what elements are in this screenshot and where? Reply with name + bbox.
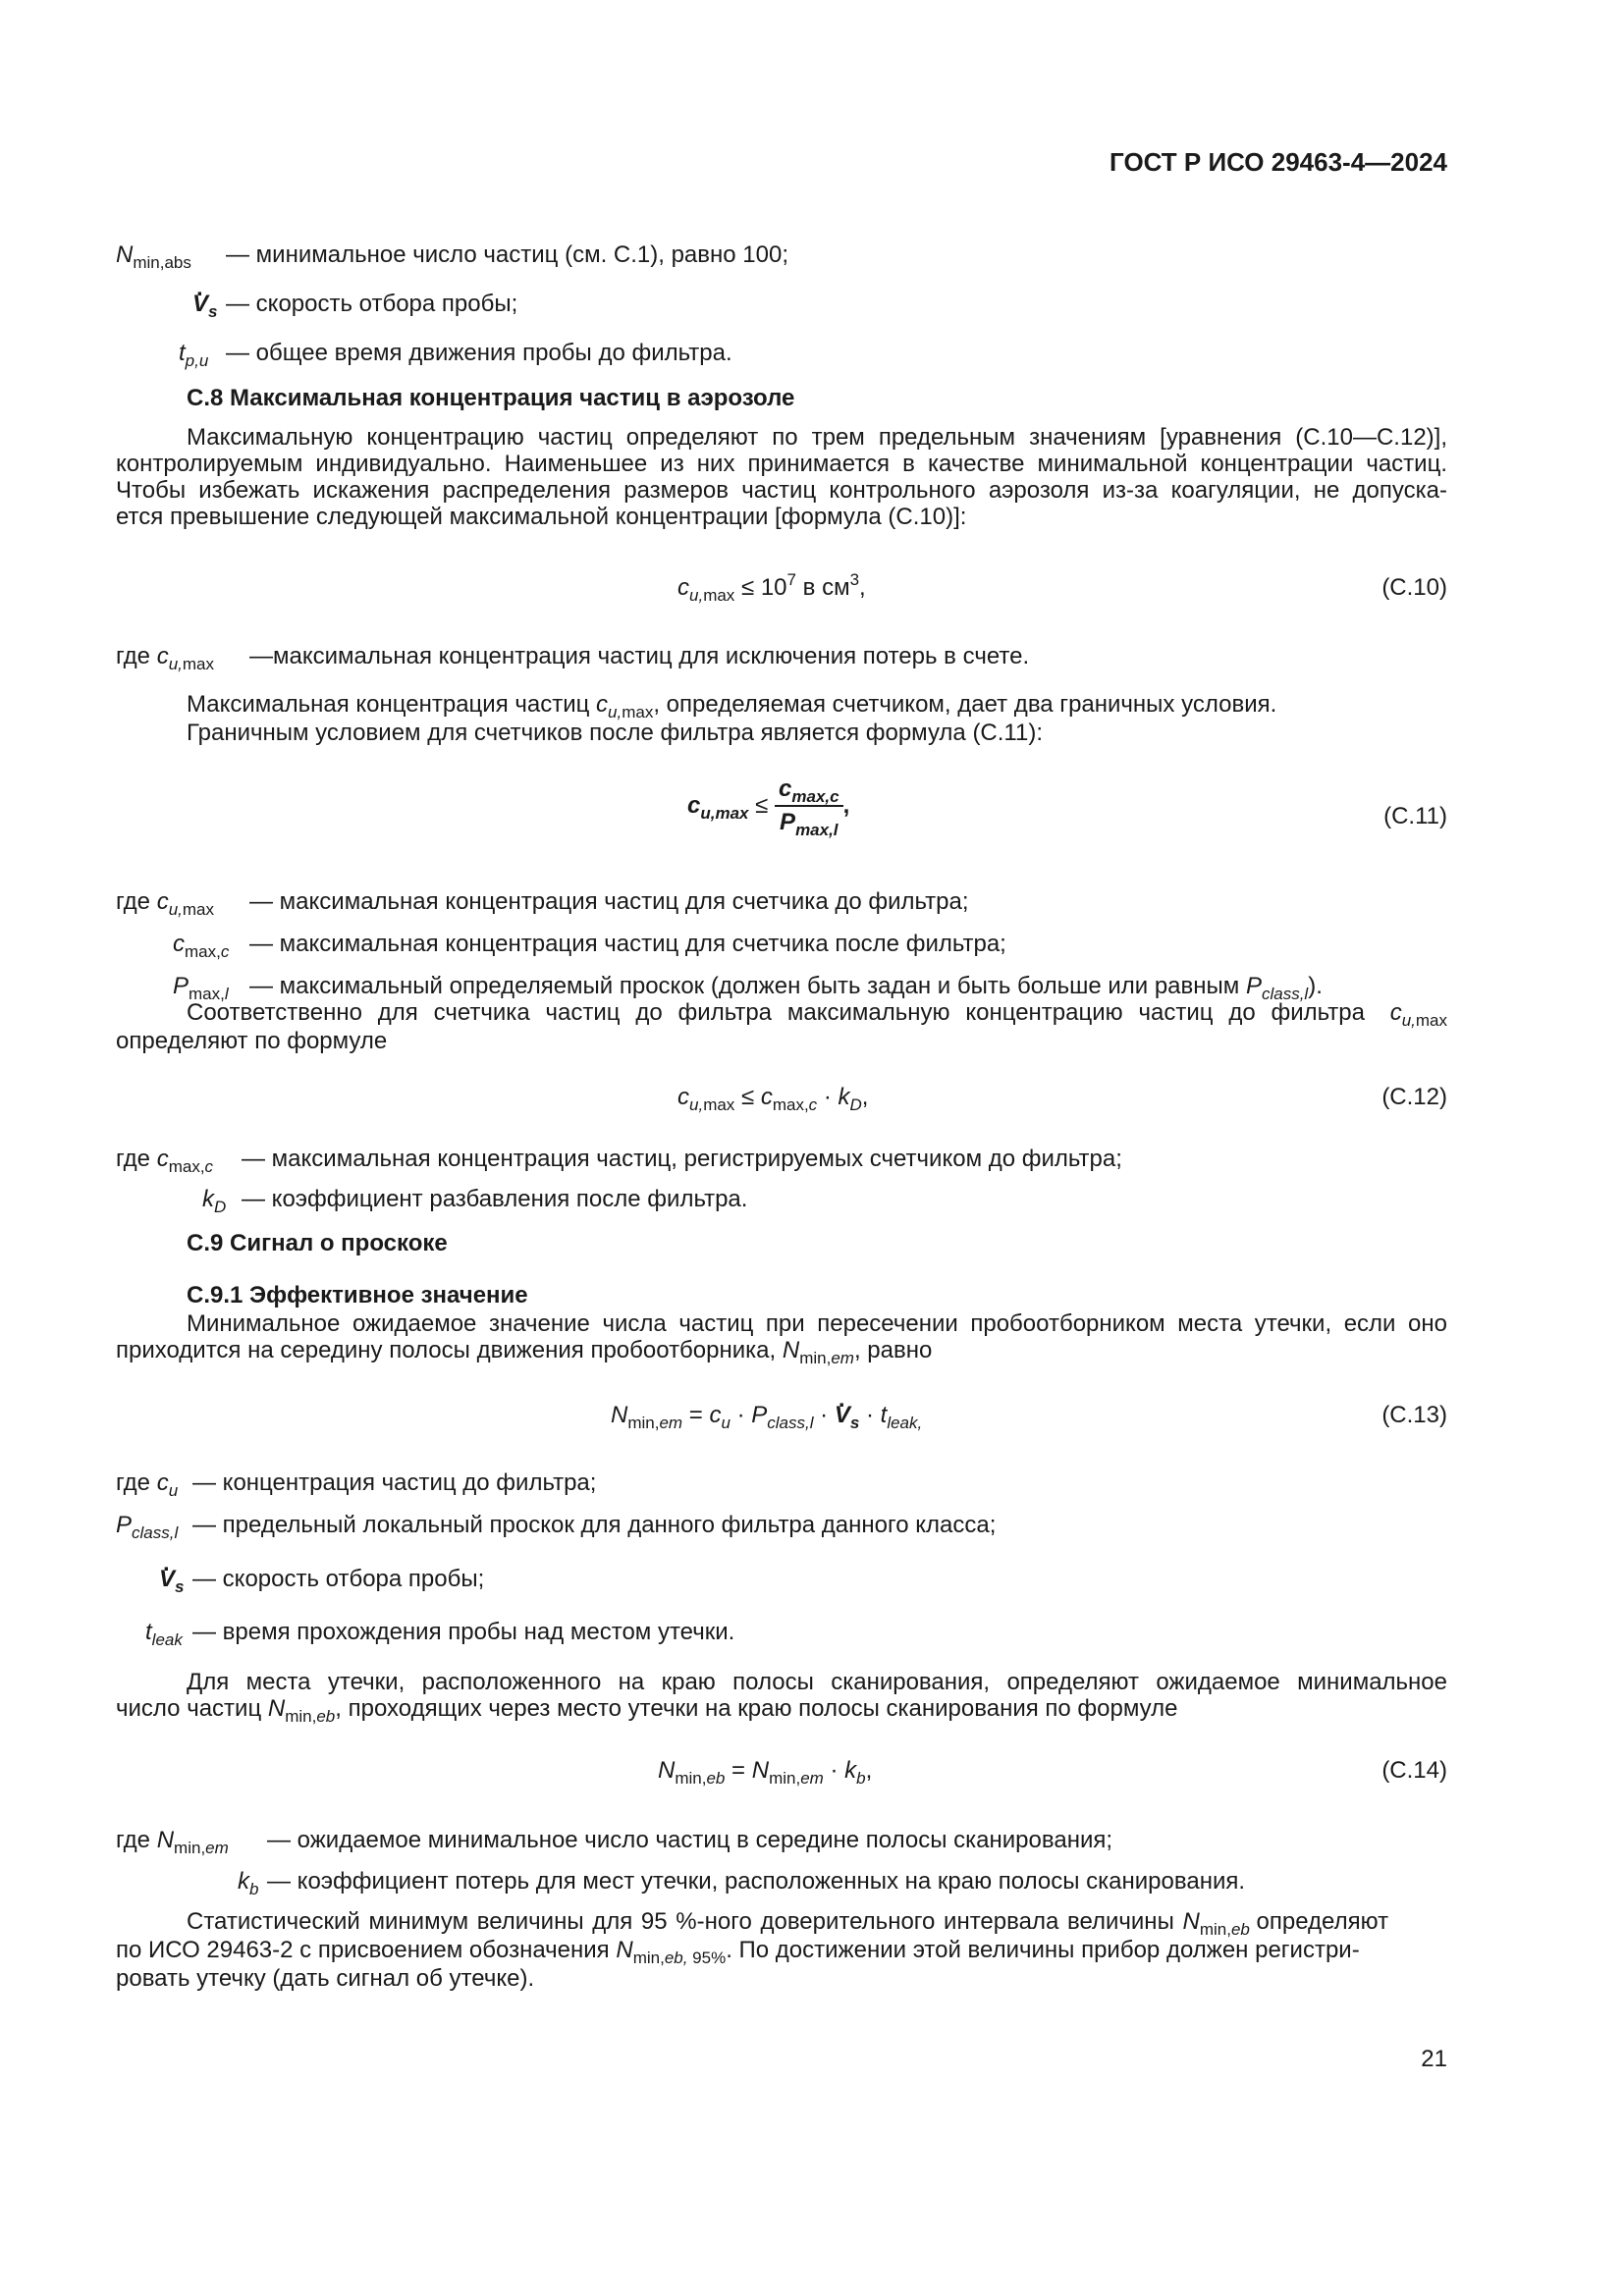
paragraph-final-line1: Статистический минимум величины для 95 %-ного доверительного интервала величины $N_{min,eb}$ определяют bbox=[187, 1908, 1389, 1939]
equation-c12: $c_{u,max} \le c_{max,c} \cdot k_D$, bbox=[677, 1084, 869, 1114]
def-vs-text: — скорость отбора пробы; bbox=[226, 291, 518, 317]
section-heading-c91: С.9.1 Эффективное значение bbox=[187, 1282, 528, 1308]
paragraph-final-line3: ровать утечку (дать сигнал об утечке). bbox=[116, 1965, 535, 1992]
where-c11-1: где $c_{u,max}$ bbox=[116, 888, 215, 919]
where-c13-4: $t_{leak}$ bbox=[145, 1619, 183, 1649]
equation-number-c12: (С.12) bbox=[1381, 1084, 1447, 1110]
where-c12-2: $k_D$ bbox=[202, 1186, 227, 1216]
where-c11-1-text: — максимальная концентрация частиц для счетчика до фильтра; bbox=[249, 888, 969, 915]
paragraph-final-line2: по ИСО 29463-2 с присвоением обозначения $N_{min,eb, 95\%}$. По достижении этой величины прибор должен регистри- bbox=[116, 1937, 1360, 1967]
equation-c14: $N_{min,eb} = N_{min,em} \cdot k_b$, bbox=[658, 1757, 873, 1788]
def-n-min-abs: $N_{min,abs}$ bbox=[116, 241, 191, 272]
section-heading-c9: С.9 Сигнал о проскоке bbox=[187, 1230, 448, 1256]
where-c10-text: —максимальная концентрация частиц для исключения потерь в счете. bbox=[249, 643, 1030, 669]
where-c12-1-text: — максимальная концентрация частиц, регистрируемых счетчиком до фильтра; bbox=[242, 1146, 1122, 1172]
where-c11-2: $c_{max,c}$ bbox=[173, 931, 230, 961]
paragraph-c13-line1: Для места утечки, расположенного на краю полосы сканирования, определяют ожидаемое минимальное bbox=[187, 1669, 1447, 1695]
paragraph-c8-line4: ется превышение следующей максимальной концентрации [формула (С.10)]: bbox=[116, 504, 967, 530]
where-c11-2-text: — максимальная концентрация частиц для счетчика после фильтра; bbox=[249, 931, 1006, 957]
where-c12-1: где $c_{max,c}$ bbox=[116, 1146, 214, 1176]
document-header: ГОСТ Р ИСО 29463-4—2024 bbox=[1110, 147, 1447, 177]
equation-c10: $c_{u,max} \le 10^7$ в $см^3$, bbox=[677, 570, 866, 605]
where-c10: где $c_{u,max}$ bbox=[116, 643, 215, 673]
where-c14-2: $k_b$ bbox=[238, 1868, 259, 1898]
paragraph-c8-line2: контролируемым индивидуально. Наименьшее из них принимается в качестве минимальной концентрации частиц. bbox=[116, 451, 1447, 477]
paragraph-c91-line2: приходится на середину полосы движения пробоотборника, $N_{min,em}$, равно bbox=[116, 1337, 933, 1367]
section-heading-c8: С.8 Максимальная концентрация частиц в аэрозоле bbox=[187, 385, 795, 411]
where-c13-4-text: — время прохождения пробы над местом утечки. bbox=[192, 1619, 735, 1645]
where-c13-2-text: — предельный локальный проскок для данного фильтра данного класса; bbox=[192, 1512, 997, 1538]
equation-c13: $N_{min,em} = c_u \cdot P_{class,l}$ · . $V_s \cdot t_{leak,}$ bbox=[611, 1402, 922, 1429]
paragraph-c11-line1: Соответственно для счетчика частиц до фильтра максимальную концентрацию частиц до фильтра $c_{u,max}$ bbox=[187, 999, 1447, 1030]
paragraph-c91-line1: Минимальное ожидаемое значение числа частиц при пересечении пробоотборником места утечки, если оно bbox=[187, 1310, 1447, 1337]
def-tpu: $t_{p,u}$ bbox=[179, 340, 209, 370]
equation-number-c11: (С.11) bbox=[1383, 803, 1447, 829]
where-c11-3: $P_{max,l}$ bbox=[173, 973, 229, 1003]
where-c13-2: $P_{class,l}$ bbox=[116, 1512, 179, 1542]
where-c14-1-text: — ожидаемое минимальное число частиц в середине полосы сканирования; bbox=[267, 1827, 1113, 1853]
equation-number-c13: (С.13) bbox=[1381, 1402, 1447, 1428]
paragraph-c8-line1: Максимальную концентрацию частиц определяют по трем предельным значениям [уравнения (С.10—С.12)], bbox=[187, 424, 1447, 451]
def-tpu-text: — общее время движения пробы до фильтра. bbox=[226, 340, 732, 366]
paragraph-c10b: Граничным условием для счетчиков после фильтра является формула (С.11): bbox=[187, 720, 1044, 746]
where-c11-3-text: — максимальный определяемый проскок (должен быть задан и быть больше или равным $P_{class,l}$). bbox=[249, 973, 1323, 1003]
page-number: 21 bbox=[1421, 2046, 1447, 2072]
where-c12-2-text: — коэффициент разбавления после фильтра. bbox=[242, 1186, 748, 1212]
def-n-min-abs-text: — минимальное число частиц (см. С.1), равно 100; bbox=[226, 241, 788, 268]
where-c13-3: . $V_s$ bbox=[159, 1566, 184, 1593]
paragraph-c13-line2: число частиц $N_{min,eb}$, проходящих через место утечки на краю полосы сканирования по формуле bbox=[116, 1695, 1178, 1726]
equation-number-c10: (С.10) bbox=[1381, 574, 1447, 601]
def-vs: . $V_s$ bbox=[192, 291, 217, 318]
equation-c11: $c_{u,max}$ ≤ $\frac{c_{max,c}}{P_{max,l}}$ , bbox=[687, 775, 850, 839]
paragraph-c10a: Максимальная концентрация частиц $c_{u,max}$, определяемая счетчиком, дает два граничных условия. bbox=[187, 691, 1277, 721]
where-c14-2-text: — коэффициент потерь для мест утечки, расположенных на краю полосы сканирования. bbox=[267, 1868, 1246, 1895]
where-c13-1-text: — концентрация частиц до фильтра; bbox=[192, 1469, 597, 1496]
where-c13-3-text: — скорость отбора пробы; bbox=[192, 1566, 485, 1592]
equation-number-c14: (С.14) bbox=[1381, 1757, 1447, 1784]
where-c13-1: где $c_u$ bbox=[116, 1469, 179, 1500]
fraction-c11: $\frac{c_{max,c}}{P_{max,l}}$ bbox=[775, 775, 843, 836]
where-c14-1: где $N_{min,em}$ bbox=[116, 1827, 229, 1857]
paragraph-c11-line2: определяют по формуле bbox=[116, 1028, 388, 1054]
paragraph-c8-line3: Чтобы избежать искажения распределения размеров частиц контрольного аэрозоля из-за коагуляции, не допуска- bbox=[116, 477, 1447, 504]
